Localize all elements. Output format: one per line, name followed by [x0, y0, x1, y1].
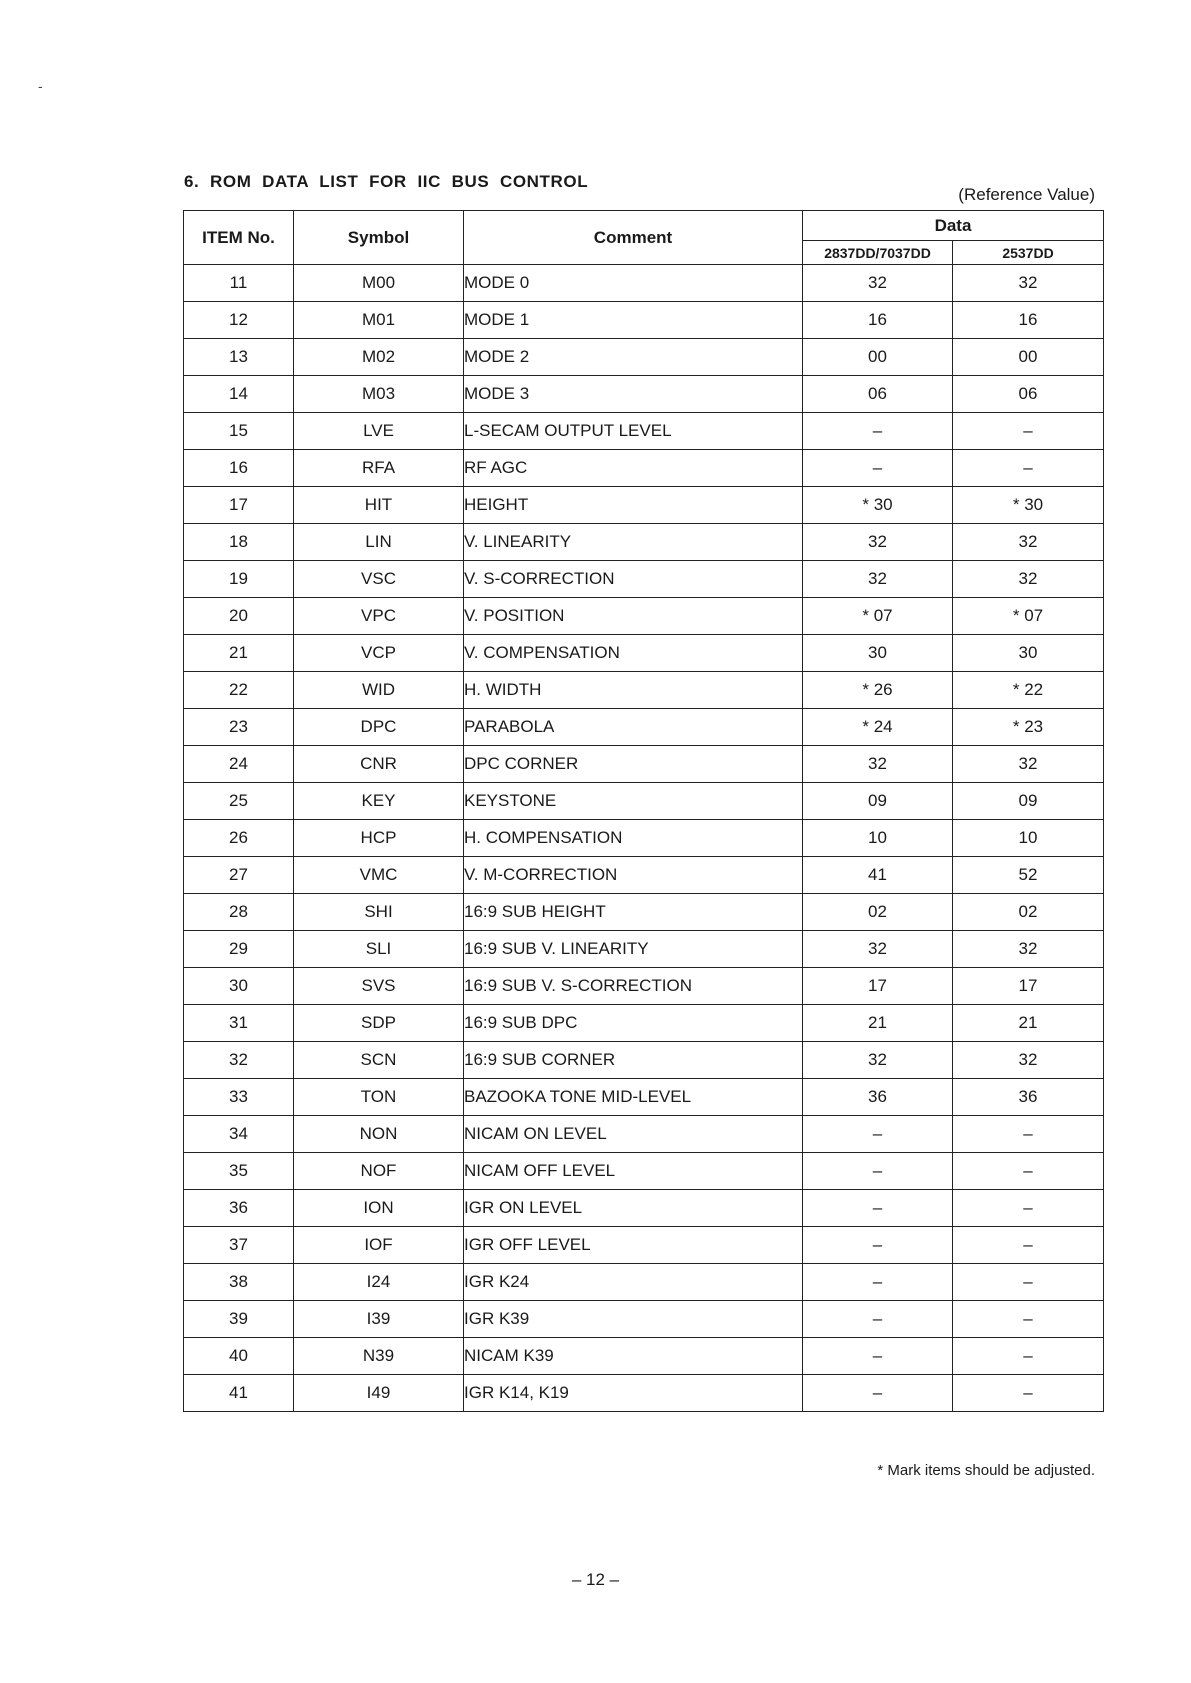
- item-no-cell: 35: [184, 1153, 294, 1190]
- data-2537dd-cell: 32: [953, 746, 1104, 783]
- comment-cell: 16:9 SUB CORNER: [464, 1042, 803, 1079]
- table-row: [184, 1301, 1104, 1338]
- symbol-cell: LIN: [294, 524, 464, 561]
- data-2837dd-7037dd-cell: 17: [803, 968, 953, 1005]
- comment-cell: BAZOOKA TONE MID-LEVEL: [464, 1079, 803, 1116]
- comment-cell: V. COMPENSATION: [464, 635, 803, 672]
- data-2837dd-7037dd-cell: 41: [803, 857, 953, 894]
- data-2837dd-7037dd-cell: * 24: [803, 709, 953, 746]
- data-2837dd-7037dd-cell: –: [803, 1264, 953, 1301]
- data-2837dd-7037dd-cell: –: [803, 1301, 953, 1338]
- symbol-cell: SDP: [294, 1005, 464, 1042]
- header-symbol: Symbol: [294, 211, 464, 265]
- data-2837dd-7037dd-cell: –: [803, 1227, 953, 1264]
- table-row: [184, 1264, 1104, 1301]
- item-no-cell: 34: [184, 1116, 294, 1153]
- data-2837dd-7037dd-cell: –: [803, 450, 953, 487]
- data-2837dd-7037dd-cell: 10: [803, 820, 953, 857]
- comment-cell: NICAM OFF LEVEL: [464, 1153, 803, 1190]
- symbol-cell: DPC: [294, 709, 464, 746]
- data-2537dd-cell: –: [953, 1153, 1104, 1190]
- comment-cell: IGR K14, K19: [464, 1375, 803, 1412]
- symbol-cell: M00: [294, 265, 464, 302]
- data-2537dd-cell: 00: [953, 339, 1104, 376]
- adjustment-note: * Mark items should be adjusted.: [877, 1462, 1095, 1479]
- data-2537dd-cell: –: [953, 450, 1104, 487]
- data-2537dd-cell: –: [953, 1338, 1104, 1375]
- reference-value-label: (Reference Value): [958, 185, 1095, 204]
- section-title: 6. ROM DATA LIST FOR IIC BUS CONTROL: [184, 172, 589, 191]
- symbol-cell: VSC: [294, 561, 464, 598]
- symbol-cell: VMC: [294, 857, 464, 894]
- symbol-cell: LVE: [294, 413, 464, 450]
- data-2537dd-cell: 32: [953, 931, 1104, 968]
- item-no-cell: 37: [184, 1227, 294, 1264]
- data-2537dd-cell: 32: [953, 524, 1104, 561]
- item-no-cell: 12: [184, 302, 294, 339]
- item-no-cell: 20: [184, 598, 294, 635]
- data-2837dd-7037dd-cell: 02: [803, 894, 953, 931]
- comment-cell: IGR K39: [464, 1301, 803, 1338]
- data-2537dd-cell: 32: [953, 1042, 1104, 1079]
- comment-cell: V. S-CORRECTION: [464, 561, 803, 598]
- symbol-cell: M01: [294, 302, 464, 339]
- item-no-cell: 22: [184, 672, 294, 709]
- symbol-cell: WID: [294, 672, 464, 709]
- item-no-cell: 18: [184, 524, 294, 561]
- data-2837dd-7037dd-cell: –: [803, 1338, 953, 1375]
- data-2837dd-7037dd-cell: * 30: [803, 487, 953, 524]
- symbol-cell: IOF: [294, 1227, 464, 1264]
- header-data: Data: [803, 211, 1104, 241]
- data-2837dd-7037dd-cell: 16: [803, 302, 953, 339]
- data-2837dd-7037dd-cell: 32: [803, 746, 953, 783]
- item-no-cell: 41: [184, 1375, 294, 1412]
- table-row: [184, 1190, 1104, 1227]
- symbol-cell: SCN: [294, 1042, 464, 1079]
- table-row: [184, 339, 1104, 376]
- table-row: [184, 672, 1104, 709]
- comment-cell: HEIGHT: [464, 487, 803, 524]
- symbol-cell: KEY: [294, 783, 464, 820]
- data-2837dd-7037dd-cell: –: [803, 1375, 953, 1412]
- table-row: [184, 1042, 1104, 1079]
- comment-cell: 16:9 SUB V. LINEARITY: [464, 931, 803, 968]
- table-row: [184, 1153, 1104, 1190]
- table-row: [184, 1227, 1104, 1264]
- comment-cell: IGR ON LEVEL: [464, 1190, 803, 1227]
- symbol-cell: HCP: [294, 820, 464, 857]
- page-margin-mark: -: [38, 78, 43, 94]
- comment-cell: 16:9 SUB DPC: [464, 1005, 803, 1042]
- item-no-cell: 25: [184, 783, 294, 820]
- item-no-cell: 24: [184, 746, 294, 783]
- comment-cell: L-SECAM OUTPUT LEVEL: [464, 413, 803, 450]
- table-row: [184, 487, 1104, 524]
- item-no-cell: 33: [184, 1079, 294, 1116]
- data-2837dd-7037dd-cell: –: [803, 1153, 953, 1190]
- item-no-cell: 15: [184, 413, 294, 450]
- table-row: [184, 635, 1104, 672]
- table-row: [184, 450, 1104, 487]
- table-row: [184, 524, 1104, 561]
- table-row: [184, 1005, 1104, 1042]
- data-2837dd-7037dd-cell: 32: [803, 931, 953, 968]
- data-2537dd-cell: 32: [953, 561, 1104, 598]
- table-row: [184, 931, 1104, 968]
- symbol-cell: I24: [294, 1264, 464, 1301]
- data-2537dd-cell: 30: [953, 635, 1104, 672]
- item-no-cell: 23: [184, 709, 294, 746]
- comment-cell: IGR OFF LEVEL: [464, 1227, 803, 1264]
- table-row: [184, 894, 1104, 931]
- data-2537dd-cell: –: [953, 1264, 1104, 1301]
- table-row: [184, 968, 1104, 1005]
- comment-cell: PARABOLA: [464, 709, 803, 746]
- comment-cell: NICAM ON LEVEL: [464, 1116, 803, 1153]
- data-2537dd-cell: 16: [953, 302, 1104, 339]
- data-2537dd-cell: –: [953, 1301, 1104, 1338]
- symbol-cell: VPC: [294, 598, 464, 635]
- data-2537dd-cell: –: [953, 1116, 1104, 1153]
- comment-cell: RF AGC: [464, 450, 803, 487]
- data-2537dd-cell: * 23: [953, 709, 1104, 746]
- data-2837dd-7037dd-cell: 32: [803, 265, 953, 302]
- item-no-cell: 19: [184, 561, 294, 598]
- comment-cell: V. POSITION: [464, 598, 803, 635]
- rom-data-table: [183, 210, 1104, 1412]
- table-row: [184, 561, 1104, 598]
- item-no-cell: 26: [184, 820, 294, 857]
- item-no-cell: 38: [184, 1264, 294, 1301]
- item-no-cell: 29: [184, 931, 294, 968]
- header-data-2537dd: 2537DD: [953, 241, 1104, 265]
- comment-cell: MODE 1: [464, 302, 803, 339]
- data-2537dd-cell: 10: [953, 820, 1104, 857]
- comment-cell: V. LINEARITY: [464, 524, 803, 561]
- item-no-cell: 40: [184, 1338, 294, 1375]
- symbol-cell: TON: [294, 1079, 464, 1116]
- comment-cell: V. M-CORRECTION: [464, 857, 803, 894]
- table-row: [184, 598, 1104, 635]
- data-2837dd-7037dd-cell: –: [803, 1116, 953, 1153]
- item-no-cell: 16: [184, 450, 294, 487]
- table-body: [184, 265, 1104, 1412]
- data-2537dd-cell: 02: [953, 894, 1104, 931]
- table-row: [184, 1338, 1104, 1375]
- symbol-cell: SVS: [294, 968, 464, 1005]
- item-no-cell: 27: [184, 857, 294, 894]
- data-2837dd-7037dd-cell: * 26: [803, 672, 953, 709]
- data-2537dd-cell: 21: [953, 1005, 1104, 1042]
- data-2537dd-cell: 06: [953, 376, 1104, 413]
- item-no-cell: 17: [184, 487, 294, 524]
- comment-cell: MODE 0: [464, 265, 803, 302]
- item-no-cell: 31: [184, 1005, 294, 1042]
- table-row: [184, 302, 1104, 339]
- symbol-cell: I49: [294, 1375, 464, 1412]
- data-2837dd-7037dd-cell: 21: [803, 1005, 953, 1042]
- data-2837dd-7037dd-cell: –: [803, 413, 953, 450]
- data-2837dd-7037dd-cell: 36: [803, 1079, 953, 1116]
- table-header-row: [184, 211, 1104, 241]
- comment-cell: MODE 2: [464, 339, 803, 376]
- data-2537dd-cell: 09: [953, 783, 1104, 820]
- data-2837dd-7037dd-cell: 30: [803, 635, 953, 672]
- table-row: [184, 709, 1104, 746]
- table-row: [184, 783, 1104, 820]
- data-2837dd-7037dd-cell: 32: [803, 561, 953, 598]
- symbol-cell: HIT: [294, 487, 464, 524]
- data-2537dd-cell: 52: [953, 857, 1104, 894]
- symbol-cell: SLI: [294, 931, 464, 968]
- data-2537dd-cell: –: [953, 1227, 1104, 1264]
- data-2837dd-7037dd-cell: 32: [803, 524, 953, 561]
- symbol-cell: CNR: [294, 746, 464, 783]
- symbol-cell: M03: [294, 376, 464, 413]
- data-2537dd-cell: * 07: [953, 598, 1104, 635]
- data-2537dd-cell: 32: [953, 265, 1104, 302]
- table-row: [184, 820, 1104, 857]
- symbol-cell: NOF: [294, 1153, 464, 1190]
- data-2537dd-cell: –: [953, 1375, 1104, 1412]
- comment-cell: IGR K24: [464, 1264, 803, 1301]
- header-comment: Comment: [464, 211, 803, 265]
- page-number: – 12 –: [571, 1570, 620, 1589]
- item-no-cell: 11: [184, 265, 294, 302]
- symbol-cell: VCP: [294, 635, 464, 672]
- data-2837dd-7037dd-cell: * 07: [803, 598, 953, 635]
- item-no-cell: 32: [184, 1042, 294, 1079]
- data-2837dd-7037dd-cell: 06: [803, 376, 953, 413]
- comment-cell: DPC CORNER: [464, 746, 803, 783]
- data-2537dd-cell: * 22: [953, 672, 1104, 709]
- item-no-cell: 21: [184, 635, 294, 672]
- symbol-cell: SHI: [294, 894, 464, 931]
- data-2837dd-7037dd-cell: 09: [803, 783, 953, 820]
- symbol-cell: ION: [294, 1190, 464, 1227]
- item-no-cell: 36: [184, 1190, 294, 1227]
- data-2537dd-cell: * 30: [953, 487, 1104, 524]
- comment-cell: MODE 3: [464, 376, 803, 413]
- table-row: [184, 1375, 1104, 1412]
- comment-cell: H. COMPENSATION: [464, 820, 803, 857]
- data-2537dd-cell: –: [953, 413, 1104, 450]
- table-row: [184, 1079, 1104, 1116]
- comment-cell: 16:9 SUB HEIGHT: [464, 894, 803, 931]
- data-2837dd-7037dd-cell: –: [803, 1190, 953, 1227]
- item-no-cell: 39: [184, 1301, 294, 1338]
- item-no-cell: 30: [184, 968, 294, 1005]
- table-row: [184, 413, 1104, 450]
- comment-cell: KEYSTONE: [464, 783, 803, 820]
- header-item-no: ITEM No.: [184, 211, 294, 265]
- data-2837dd-7037dd-cell: 32: [803, 1042, 953, 1079]
- data-2537dd-cell: –: [953, 1190, 1104, 1227]
- symbol-cell: N39: [294, 1338, 464, 1375]
- item-no-cell: 28: [184, 894, 294, 931]
- symbol-cell: RFA: [294, 450, 464, 487]
- data-2837dd-7037dd-cell: 00: [803, 339, 953, 376]
- symbol-cell: NON: [294, 1116, 464, 1153]
- table-row: [184, 746, 1104, 783]
- comment-cell: NICAM K39: [464, 1338, 803, 1375]
- symbol-cell: M02: [294, 339, 464, 376]
- comment-cell: 16:9 SUB V. S-CORRECTION: [464, 968, 803, 1005]
- table-row: [184, 1116, 1104, 1153]
- data-2537dd-cell: 17: [953, 968, 1104, 1005]
- table-row: [184, 376, 1104, 413]
- data-2537dd-cell: 36: [953, 1079, 1104, 1116]
- symbol-cell: I39: [294, 1301, 464, 1338]
- item-no-cell: 14: [184, 376, 294, 413]
- comment-cell: H. WIDTH: [464, 672, 803, 709]
- table-row: [184, 857, 1104, 894]
- table-row: [184, 265, 1104, 302]
- item-no-cell: 13: [184, 339, 294, 376]
- header-data-2837dd-7037dd: 2837DD/7037DD: [803, 241, 953, 265]
